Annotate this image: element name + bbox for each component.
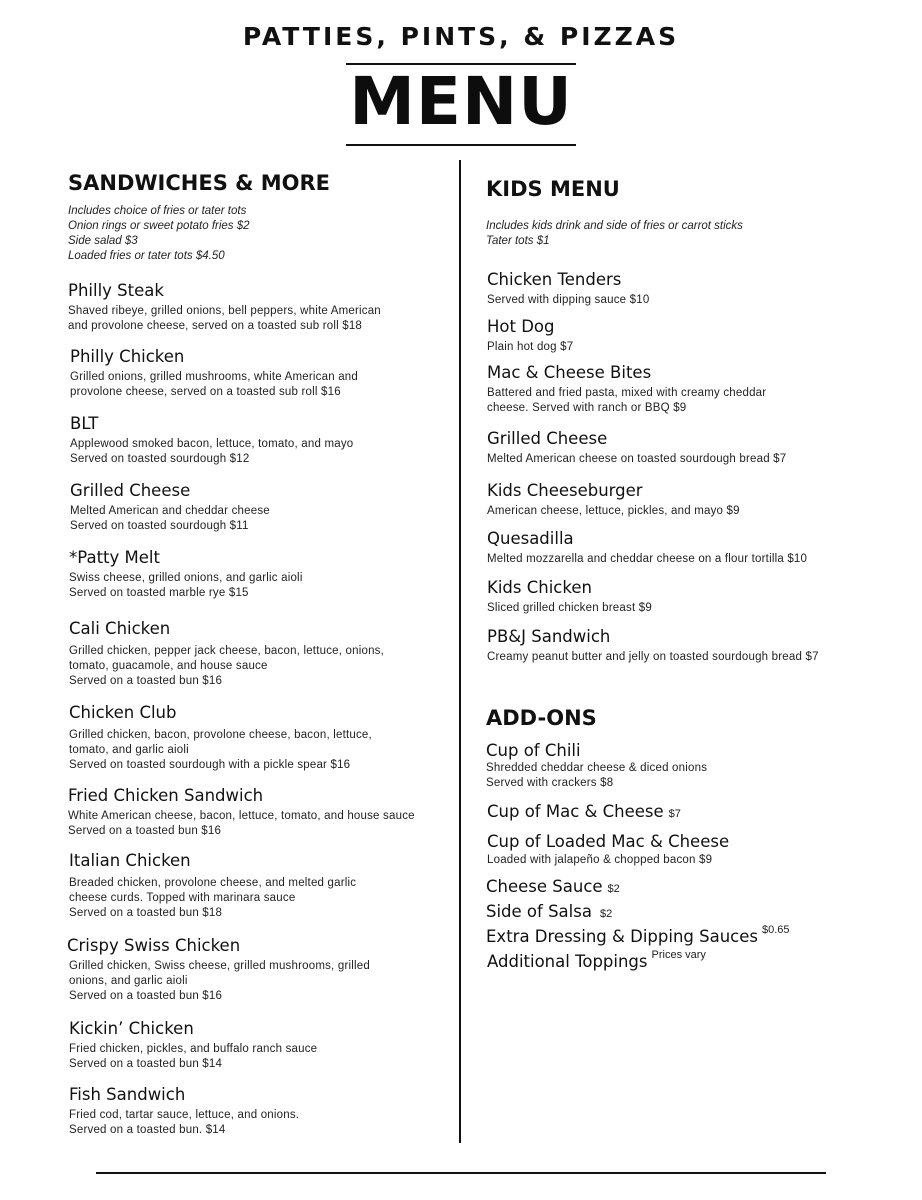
sandwiches-notes <box>68 204 250 264</box>
item-description: Grilled chicken, Swiss cheese, grilled mushrooms, grilled onions, and garlic aioli Served on a toasted bun $16 <box>69 960 370 1002</box>
item-description: Fried chicken, pickles, and buffalo ranch sauce Served on a toasted bun $14 <box>69 1043 318 1070</box>
kids-item-pbj-sandwich <box>487 626 819 665</box>
kids-item-grilled-cheese <box>487 428 786 467</box>
menu-item-blt <box>70 413 353 467</box>
note-line: Loaded fries or tater tots $4.50 <box>68 250 225 262</box>
item-name: Hot Dog <box>487 317 555 336</box>
item-name: Grilled Cheese <box>70 481 191 500</box>
item-description: Served with dipping sauce $10 <box>487 294 650 306</box>
note-line: Onion rings or sweet potato fries $2 <box>68 220 250 232</box>
item-description: Grilled chicken, pepper jack cheese, bacon, lettuce, onions, tomato, guacamole, and house sauce Served on a toasted bun $16 <box>69 645 385 687</box>
item-price: $0.65 <box>762 924 790 936</box>
item-name: Quesadilla <box>487 529 574 548</box>
item-name: Kids Cheeseburger <box>487 481 643 500</box>
item-price: Prices vary <box>651 949 706 961</box>
item-description: Swiss cheese, grilled onions, and garlic aioli Served on toasted marble rye $15 <box>69 572 303 599</box>
item-name: Cheese Sauce <box>486 877 603 896</box>
item-name: Crispy Swiss Chicken <box>67 936 241 955</box>
item-description: Creamy peanut butter and jelly on toasted sourdough bread $7 <box>487 651 819 663</box>
item-description: Shaved ribeye, grilled onions, bell peppers, white American and provolone cheese, served on a toasted sub roll $18 <box>68 305 381 332</box>
item-description: Breaded chicken, provolone cheese, and melted garlic cheese curds. Topped with marinara sauce Served on a toasted bun $18 <box>69 877 357 919</box>
addon-cheese-sauce <box>486 876 620 897</box>
item-name: Kids Chicken <box>487 578 592 597</box>
column-divider <box>459 160 461 1143</box>
kids-item-kids-chicken <box>487 577 652 616</box>
addon-cup-of-loaded-mac-cheese <box>487 831 729 868</box>
item-description: American cheese, lettuce, pickles, and mayo $9 <box>487 505 740 517</box>
addon-side-of-salsa <box>486 901 612 922</box>
item-name: Philly Steak <box>68 281 164 300</box>
item-price: $2 <box>607 883 620 895</box>
item-name: Chicken Tenders <box>487 270 622 289</box>
menu-item-chicken-club <box>69 702 372 773</box>
kids-item-mac-cheese-bites <box>487 362 766 416</box>
item-name: BLT <box>70 414 99 433</box>
item-name: Kickin’ Chicken <box>69 1019 194 1038</box>
item-description: Melted mozzarella and cheddar cheese on a flour tortilla $10 <box>487 553 808 565</box>
menu-item-philly-chicken <box>70 346 358 400</box>
item-description: Grilled chicken, bacon, provolone cheese, bacon, lettuce, tomato, and garlic aioli Served on toasted sourdough with a pickle spear $16 <box>69 729 372 771</box>
addon-extra-dressing <box>486 926 790 947</box>
menu-item-grilled-cheese <box>70 480 270 534</box>
note-line: Includes choice of fries or tater tots <box>68 205 247 217</box>
sandwiches-heading: SANDWICHES & MORE <box>68 171 331 195</box>
footer-rule <box>96 1172 826 1174</box>
item-description: Shredded cheddar cheese & diced onions Served with crackers $8 <box>486 762 708 789</box>
item-price: $2 <box>599 908 613 920</box>
menu-item-crispy-swiss-chicken <box>67 935 370 1004</box>
item-description: Grilled onions, grilled mushrooms, white American and provolone cheese, served on a toasted sub roll $16 <box>70 371 359 398</box>
menu-item-italian-chicken <box>69 850 356 921</box>
item-description: Melted American cheese on toasted sourdough bread $7 <box>487 453 787 465</box>
item-description: Battered and fried pasta, mixed with creamy cheddar cheese. Served with ranch or BBQ $9 <box>487 387 767 414</box>
item-name: Cali Chicken <box>69 619 171 638</box>
item-name: Additional Toppings <box>487 952 648 971</box>
kids-item-chicken-tenders <box>487 269 649 308</box>
menu-title: MENU <box>349 63 573 140</box>
kids-notes <box>486 219 743 249</box>
header-rule-bottom <box>346 144 576 146</box>
item-name: Fish Sandwich <box>69 1085 186 1104</box>
menu-item-fish-sandwich <box>69 1084 299 1138</box>
item-name: Chicken Club <box>69 703 177 722</box>
item-name: Cup of Chili <box>486 741 581 760</box>
item-description: White American cheese, bacon, lettuce, tomato, and house sauce Served on a toasted bun $16 <box>68 810 415 837</box>
item-name: Extra Dressing & Dipping Sauces <box>486 927 759 946</box>
item-name: Philly Chicken <box>70 347 185 366</box>
note-line: Side salad $3 <box>68 235 138 247</box>
item-name: Cup of Mac & Cheese <box>487 802 664 821</box>
item-name: Cup of Loaded Mac & Cheese <box>487 832 730 851</box>
note-line: Tater tots $1 <box>486 235 550 247</box>
menu-item-philly-steak <box>68 280 381 334</box>
addon-cup-of-chili <box>486 740 707 791</box>
kids-item-hot-dog <box>487 316 573 355</box>
menu-item-kickin-chicken <box>69 1018 317 1072</box>
menu-item-fried-chicken-sandwich <box>68 785 415 839</box>
item-description: Loaded with jalapeño & chopped bacon $9 <box>487 854 713 866</box>
menu-item-patty-melt <box>69 547 303 601</box>
item-name: Grilled Cheese <box>487 429 608 448</box>
item-name: Mac & Cheese Bites <box>487 363 652 382</box>
item-description: Applewood smoked bacon, lettuce, tomato, and mayo Served on toasted sourdough $12 <box>70 438 354 465</box>
kids-item-quesadilla <box>487 528 807 567</box>
item-description: Fried cod, tartar sauce, lettuce, and onions. Served on a toasted bun. $14 <box>69 1109 300 1136</box>
item-description: Sliced grilled chicken breast $9 <box>487 602 652 614</box>
addon-cup-of-mac-cheese <box>487 801 681 822</box>
addon-additional-toppings <box>487 951 706 972</box>
item-description: Melted American and cheddar cheese Served on toasted sourdough $11 <box>70 505 270 532</box>
item-description: Plain hot dog $7 <box>487 341 574 353</box>
item-name: Side of Salsa <box>486 902 592 921</box>
add-ons-heading: ADD-ONS <box>486 706 597 730</box>
kids-menu-heading: KIDS MENU <box>486 177 620 201</box>
item-price: $7 <box>668 808 681 820</box>
item-name: *Patty Melt <box>69 548 160 567</box>
kids-item-cheeseburger <box>487 480 740 519</box>
menu-item-cali-chicken <box>69 618 384 689</box>
note-line: Includes kids drink and side of fries or carrot sticks <box>486 220 743 232</box>
item-name: Fried Chicken Sandwich <box>68 786 264 805</box>
restaurant-name: PATTIES, PINTS, & PIZZAS <box>242 22 680 51</box>
item-name: PB&J Sandwich <box>487 627 611 646</box>
item-name: Italian Chicken <box>69 851 191 870</box>
